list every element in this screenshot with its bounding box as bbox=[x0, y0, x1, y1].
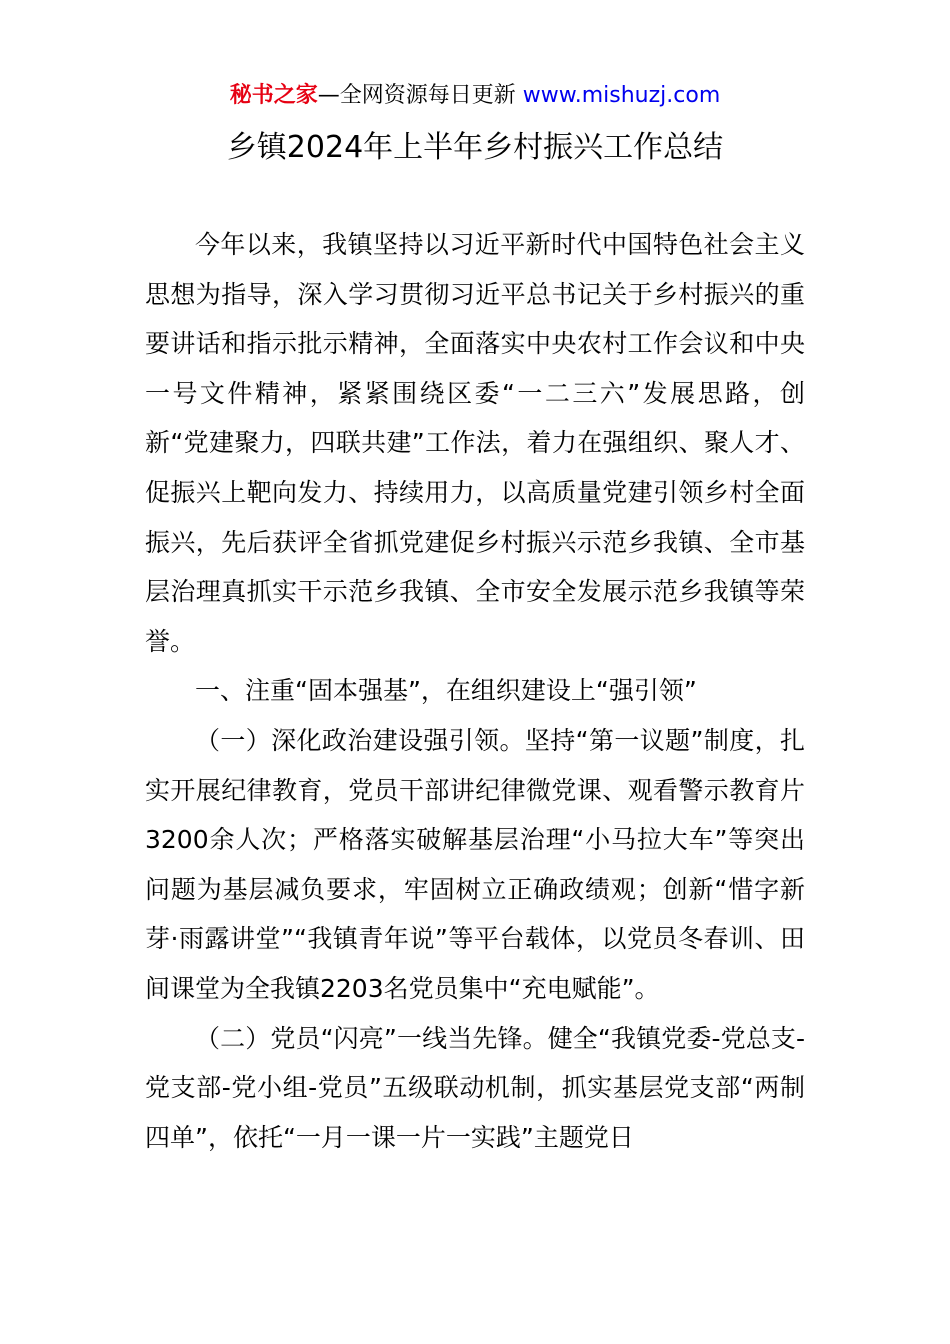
paragraph-intro: 今年以来，我镇坚持以习近平新时代中国特色社会主义思想为指导，深入学习贯彻习近平总书记关于乡村振兴的重要讲话和指示批示精神，全面落实中央农村工作会议和中央一号文件精神，紧紧围绕区委“一二三六”发展思路，创新“党建聚力，四联共建”工作法，着力在强组织、聚人才、促振兴上靶向发力、持续用力，以高质量党建引领乡村全面振兴，先后获评全省抓党建促乡村振兴示范乡我镇、全市基层治理真抓实干示范乡我镇、全市安全发展示范乡我镇等荣誉。 bbox=[145, 230, 805, 656]
document-title: 乡镇2024年上半年乡村振兴工作总结 bbox=[226, 130, 724, 165]
site-brand: 秘书之家 bbox=[229, 83, 318, 108]
paragraph-1-1: （一）深化政治建设强引领。坚持“第一议题”制度，扎实开展纪律教育，党员干部讲纪律微党课、观看警示教育片3200余人次；严格落实破解基层治理“小马拉大车”等突出问题为基层减负要求，牢固树立正确政绩观；创新“惜字新芽·雨露讲堂”“我镇青年说”等平台载体，以党员冬春训、田间课堂为全我镇2203名党员集中“充电赋能”。 bbox=[145, 725, 805, 1003]
section-heading-1: 一、注重“固本强基”，在组织建设上“强引领” bbox=[195, 676, 697, 706]
paragraph-1-2: （二）党员“闪亮”一线当先锋。健全“我镇党委-党总支-党支部-党小组-党员”五级联动机制，抓实基层党支部“两制四单”，依托“一月一课一片一实践”主题党日 bbox=[145, 1023, 805, 1152]
document-body bbox=[145, 220, 805, 1162]
site-header bbox=[0, 80, 950, 112]
site-url-link[interactable]: www.mishuzj.com bbox=[522, 83, 721, 108]
site-tagline: —全网资源每日更新 bbox=[317, 83, 516, 108]
